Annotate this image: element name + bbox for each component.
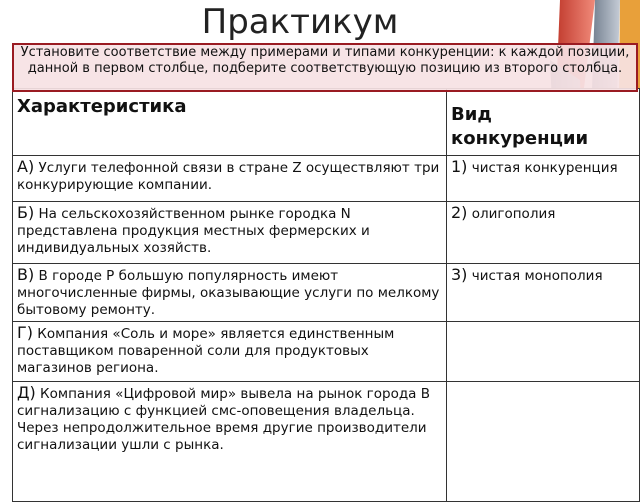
empty-cell <box>447 382 640 502</box>
row-text: Компания «Цифровой мир» вывела на рынок города В сигнализацию с функцией смс-оповещения владельца. Через непродолжительное время другие производители сигнализации ушли с рынка. <box>17 386 430 453</box>
table-header-row <box>13 89 640 156</box>
empty-cell <box>447 322 640 382</box>
option-text: чистая конкуренция <box>471 160 618 176</box>
option-key: 2) <box>451 203 468 222</box>
row-key: А) <box>17 157 35 176</box>
row-text: На сельскохозяйственном рынке городка N представлена продукция местных фермерских и индивидуальных хозяйств. <box>17 206 370 256</box>
slide-title: Практикум <box>201 2 399 42</box>
table-row <box>13 156 640 202</box>
table-row <box>13 322 640 382</box>
row-text: В городе P большую популярность имеют многочисленные фирмы, оказывающие услуги по мелкому бытовому ремонту. <box>17 268 440 318</box>
header-competition-type: Вид конкуренции <box>447 89 640 156</box>
row-key: Д) <box>17 383 36 402</box>
table-row <box>13 264 640 322</box>
option-key: 3) <box>451 265 468 284</box>
task-instructions: Установите соответствие между примерами и типами конкуренции: к каждой позиции, данной в первом столбце, подберите соответствующую позицию из второго столбца. <box>12 43 638 92</box>
row-key: В) <box>17 265 35 284</box>
header-characteristic: Характеристика <box>13 89 447 156</box>
table-row <box>13 382 640 502</box>
row-key: Г) <box>17 323 33 342</box>
option-key: 1) <box>451 157 468 176</box>
row-text: Компания «Соль и море» является единственным поставщиком поваренной соли для продуктовых магазинов региона. <box>17 326 395 376</box>
matching-table <box>12 88 640 502</box>
row-text: Услуги телефонной связи в стране Z осуществляют три конкурирующие компании. <box>17 160 440 193</box>
option-text: чистая монополия <box>471 268 603 284</box>
table-row <box>13 202 640 264</box>
option-text: олигополия <box>471 206 556 222</box>
row-key: Б) <box>17 203 35 222</box>
